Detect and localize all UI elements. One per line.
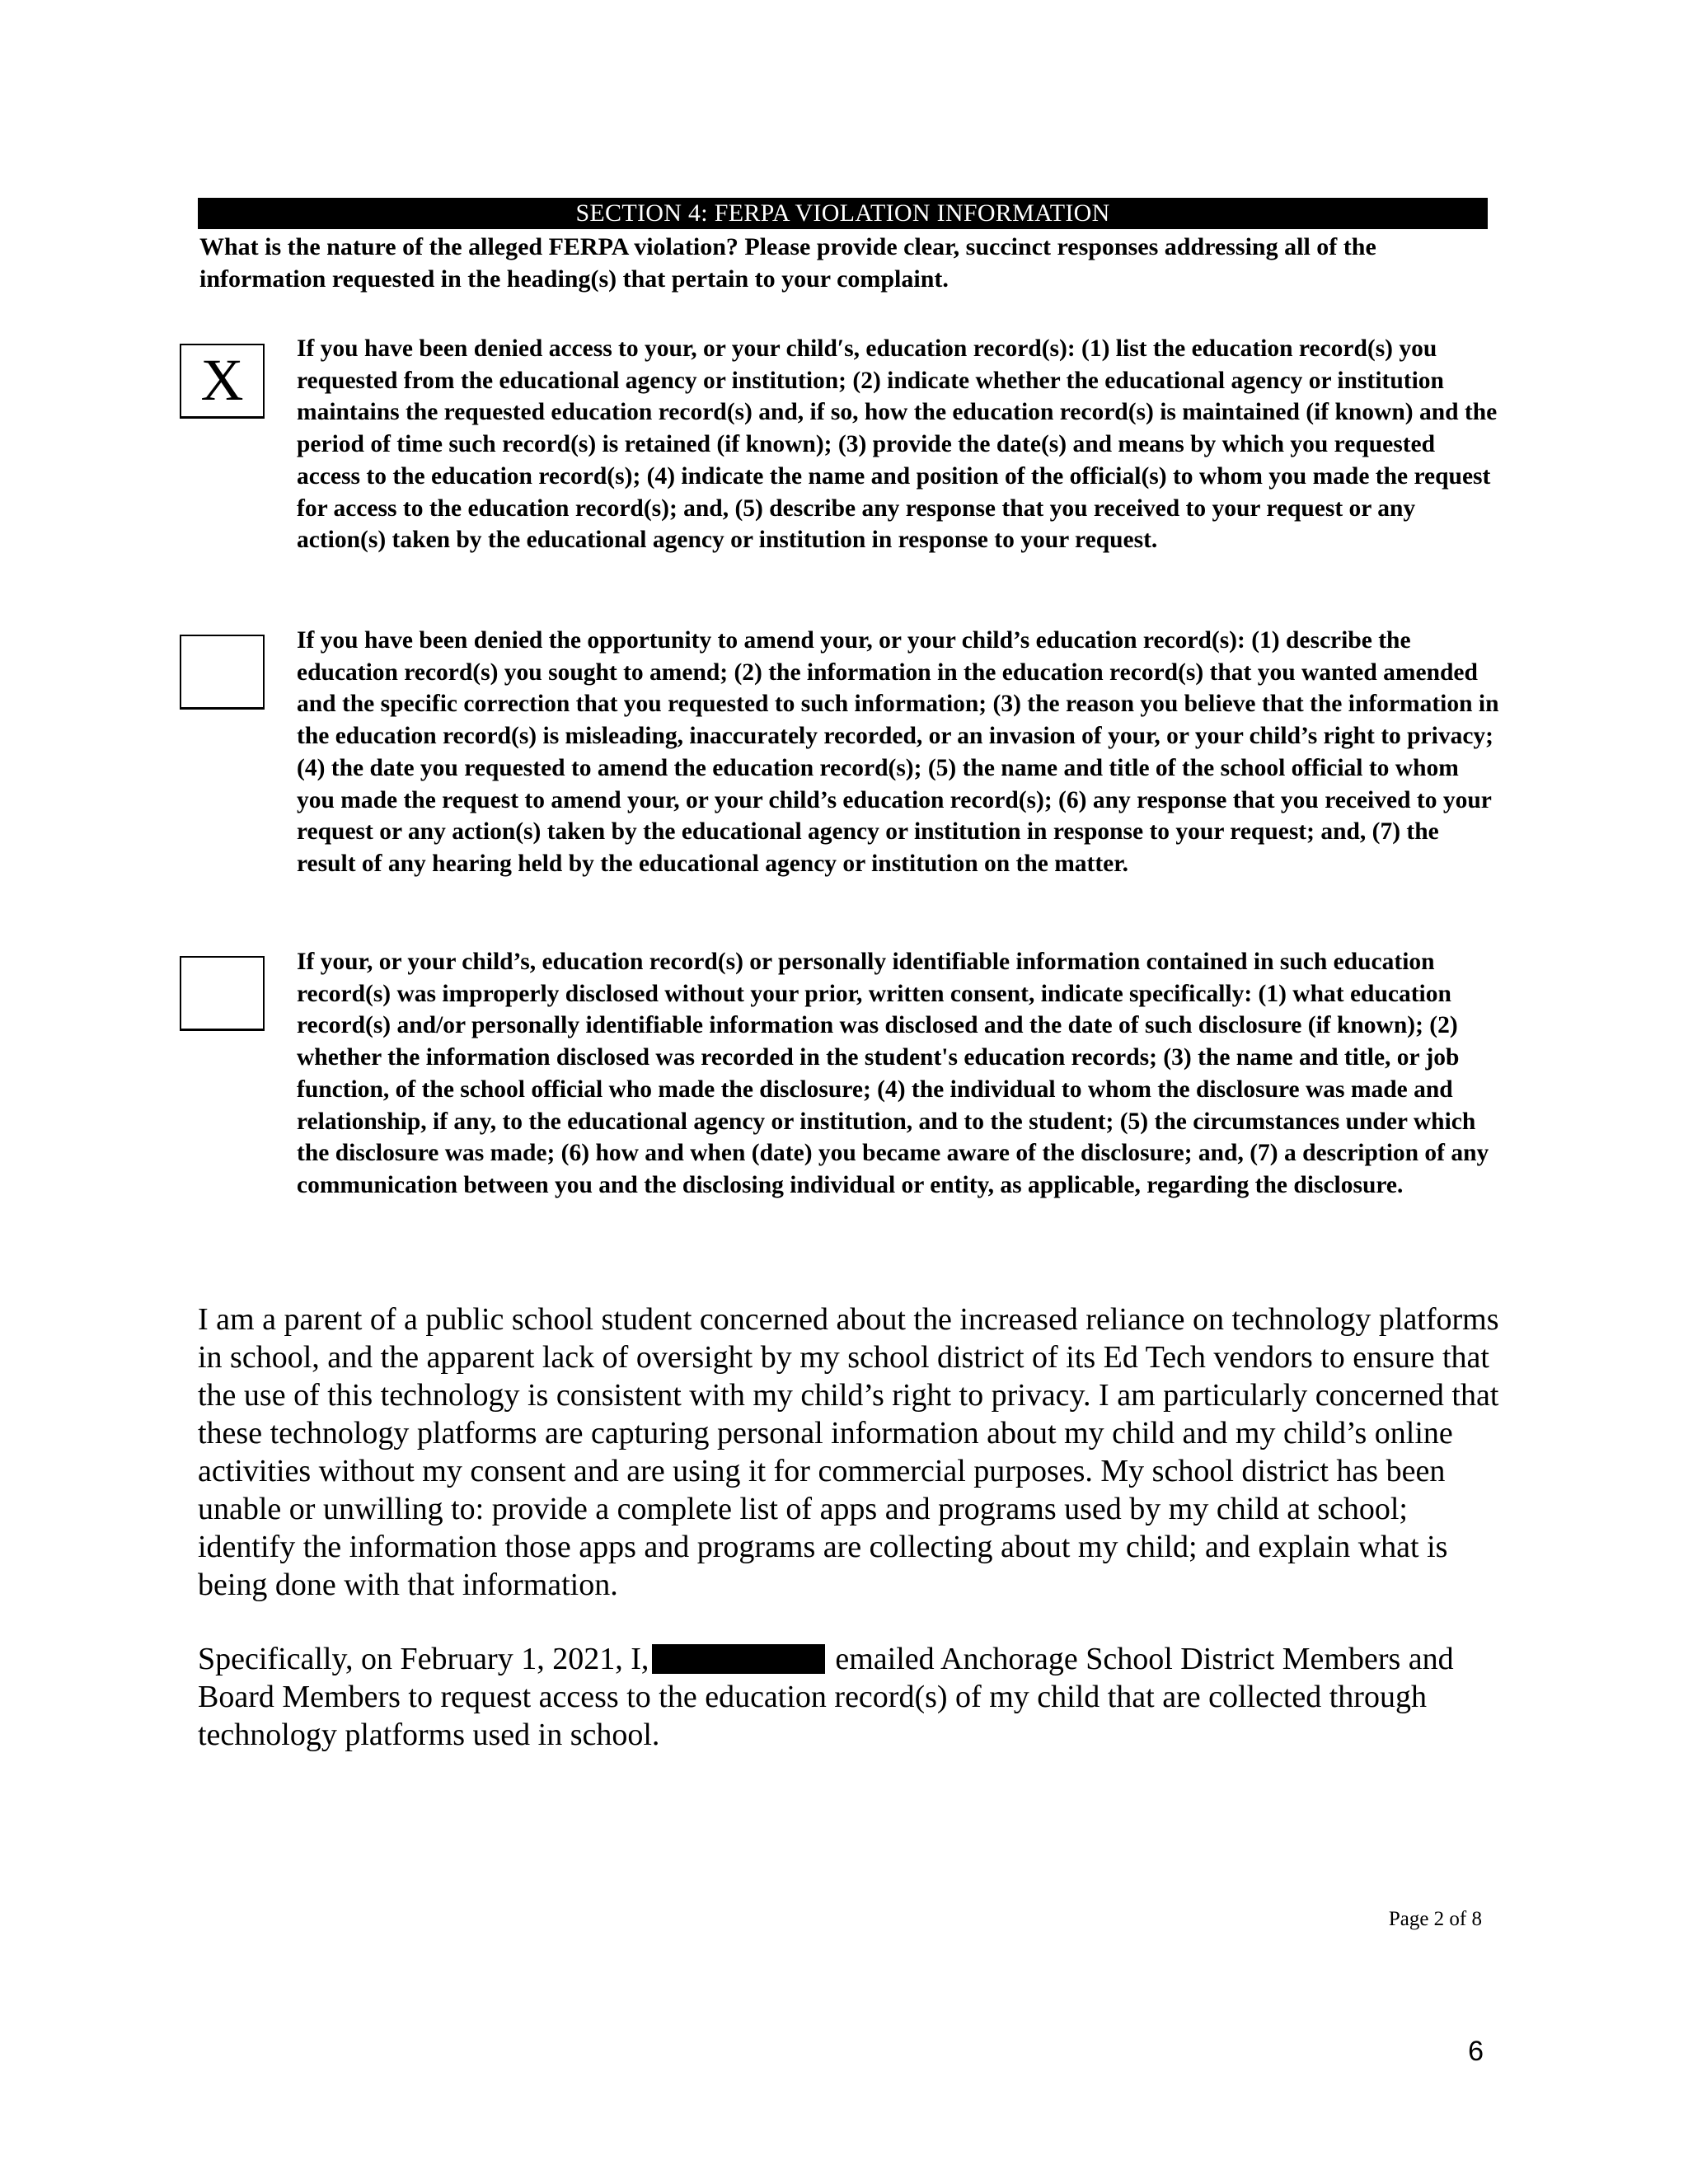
section-intro: What is the nature of the alleged FERPA violation? Please provide clear, succinct responses addressing all of the information requested in the heading(s) that pertain to your complaint. bbox=[199, 233, 1376, 293]
checkbox-improper-disclosure[interactable] bbox=[180, 956, 265, 1031]
redaction-block bbox=[652, 1644, 825, 1674]
narrative-paragraph-2-end: emailed Anchorage School District Members and Board Members to request access to the education record(s) of my child that are collected through technology platforms used in school. bbox=[198, 1642, 1454, 1752]
option-access-denied-text: If you have been denied access to your, or your child′s, education record(s): (1) list the education record(s) you requested from the educational agency or institution; (2) indicate whether the educational agency or institution maintains the requested education record(s) and, if so, how the education record(s) is maintained (if known) and the period of time such record(s) is retained (if known); (3) provide the date(s) and means by which you requested access to the education record(s); (4) indicate the name and position of the official(s) to whom you made the request for access to the education record(s); and, (5) describe any response that you received to your request or any action(s) taken by the educational agency or institution in response to your request. bbox=[297, 335, 1498, 554]
page-number: 6 bbox=[1468, 2036, 1484, 2067]
page-label: Page 2 of 8 bbox=[1388, 1908, 1482, 1930]
section-header: SECTION 4: FERPA VIOLATION INFORMATION bbox=[198, 198, 1488, 229]
narrative-paragraph-2-start: Specifically, on February 1, 2021, I, bbox=[198, 1642, 649, 1676]
option-amend-denied-text: If you have been denied the opportunity to amend your, or your child’s education record(s): (1) describe the education record(s) you sought to amend; (2) the information in the education record(s) that you wanted amended and the specific correction that you requested to such information; (3) the reason you believe that the information in the education record(s) is misleading, inaccurately recorded, or an invasion of your, or your child’s right to privacy; (4) the date you requested to amend the education record(s); (5) the name and title of the school official to whom you made the request to amend your, or your child’s education record(s); (6) any response that you received to your request or any action(s) taken by the educational agency or institution in response to your request; and, (7) the result of any hearing held by the educational agency or institution on the matter. bbox=[297, 627, 1499, 877]
narrative-paragraph-2 bbox=[198, 1640, 1500, 1754]
checkbox-amend-denied[interactable] bbox=[180, 635, 265, 710]
narrative-paragraph-1: I am a parent of a public school student concerned about the increased reliance on technology platforms in school, and the apparent lack of oversight by my school district of its Ed Tech vendors to ensure that the use of this technology is consistent with my child’s right to privacy. I am particularly concerned that these technology platforms are capturing personal information about my child and my child’s online activities without my consent and are using it for commercial purposes. My school district has been unable or unwilling to: provide a complete list of apps and programs used by my child at school; identify the information those apps and programs are collecting about my child; and explain what is being done with that information. bbox=[198, 1302, 1499, 1602]
checkbox-access-denied[interactable]: X bbox=[180, 344, 265, 419]
option-improper-disclosure-text: If your, or your child’s, education record(s) or personally identifiable information contained in such education record(s) was improperly disclosed without your prior, written consent, indicate specifically: (1) what education record(s) and/or personally identifiable information was disclosed and the date of such disclosure (if known); (2) whether the information disclosed was recorded in the student's education records; (3) the name and title, or job function, of the school official who made the disclosure; (4) the individual to whom the disclosure was made and relationship, if any, to the educational agency or institution, and to the student; (5) the circumstances under which the disclosure was made; (6) how and when (date) you became aware of the disclosure; and, (7) a description of any communication between you and the disclosing individual or entity, as applicable, regarding the disclosure. bbox=[297, 949, 1489, 1198]
